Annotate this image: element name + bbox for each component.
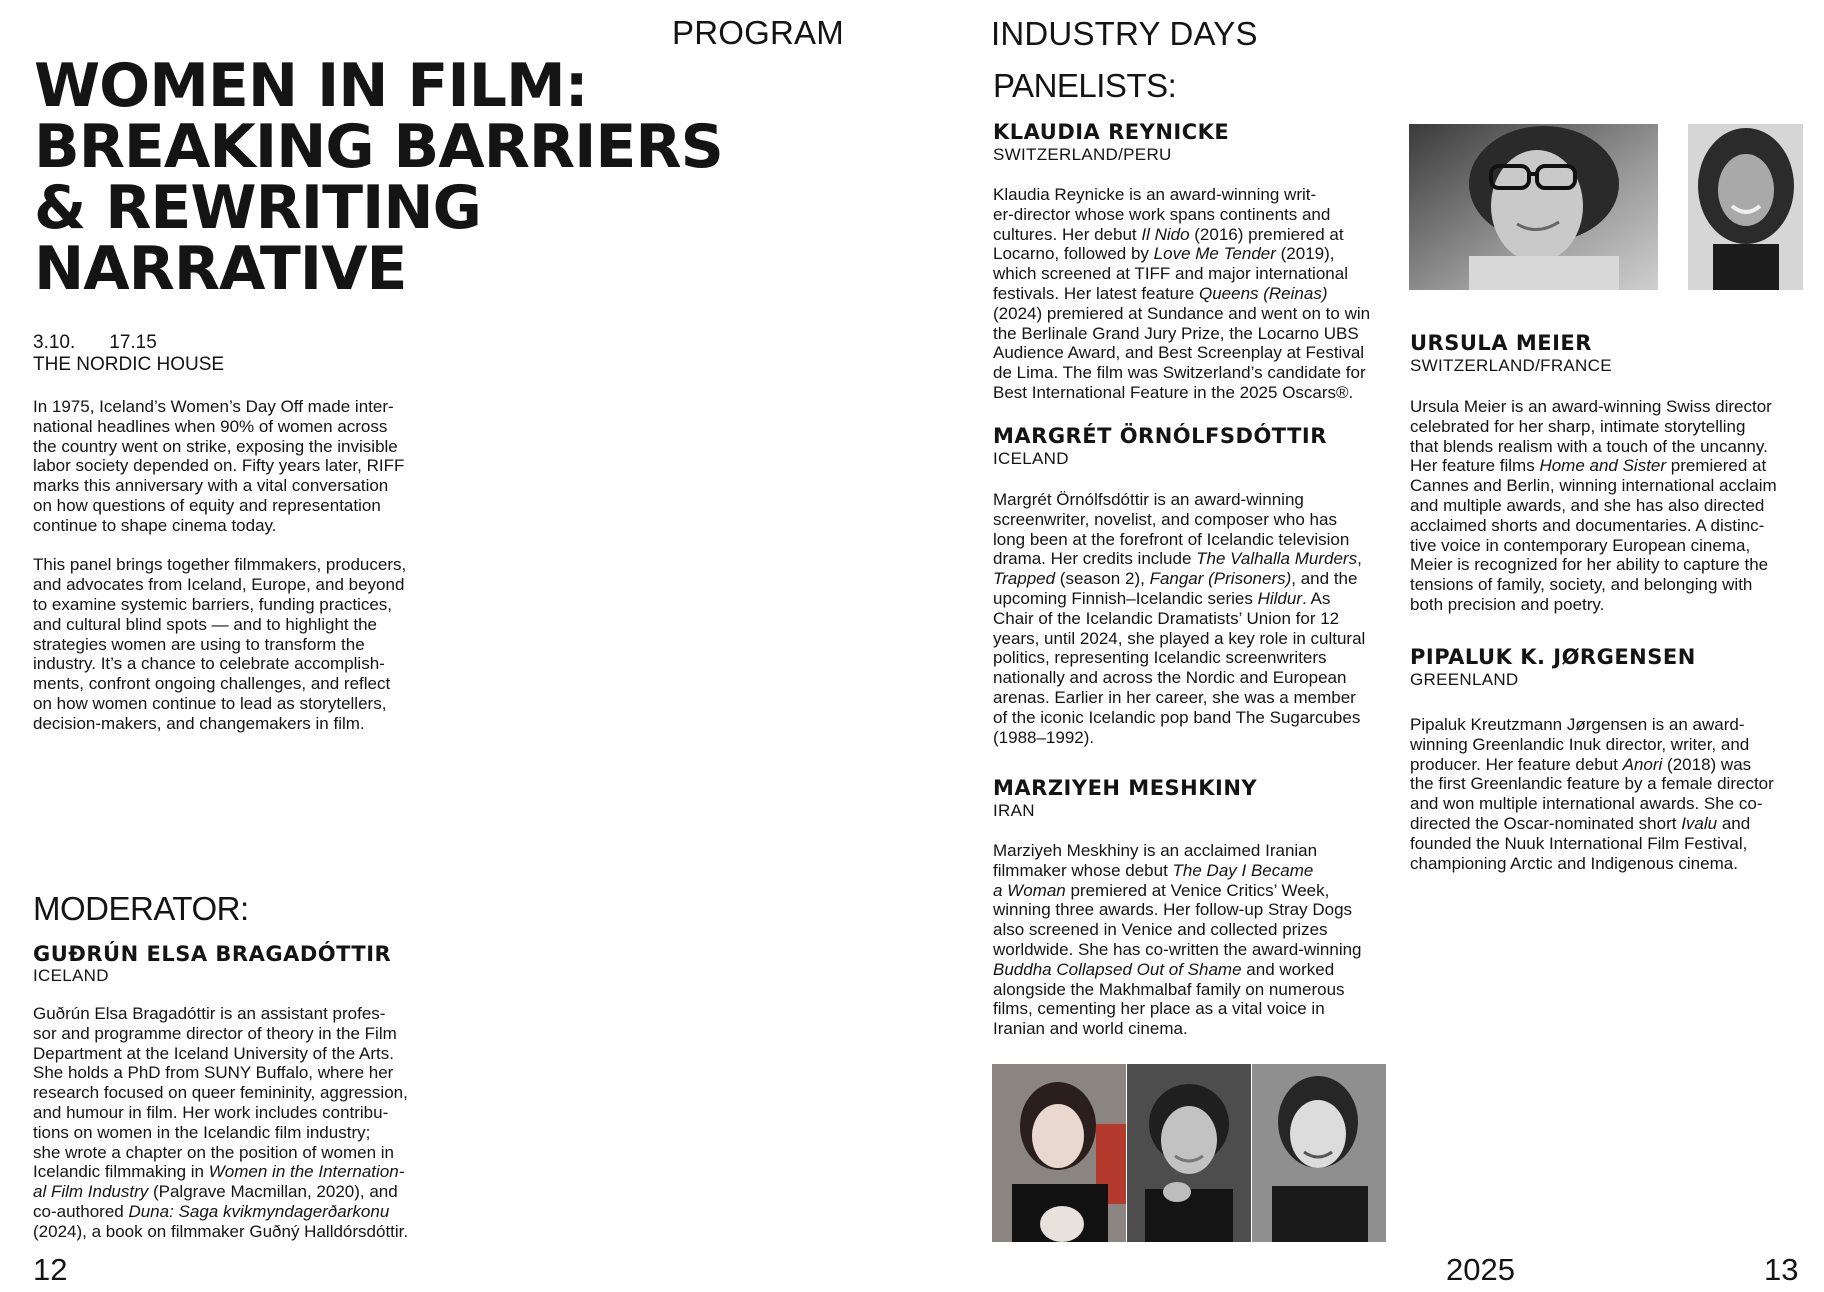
text-line: Cannes and Berlin, winning international acclaim <box>1410 476 1777 496</box>
photo-marziyeh-meshkiny <box>1252 1064 1386 1242</box>
text-line: Audience Award, and Best Screenplay at Festival <box>993 343 1365 363</box>
text-line: and humour in film. Her work includes contribu- <box>33 1102 389 1122</box>
title-line: BREAKING BARRIERS <box>34 112 723 182</box>
italic-title: al Film Industry <box>33 1182 149 1202</box>
panelist-name: MARZIYEH MESHKINY <box>993 776 1258 800</box>
panelist-country: GREENLAND <box>1410 670 1519 689</box>
text-line: directed the Oscar-nominated short Ivalu and <box>1410 813 1751 833</box>
text-line: and cultural blind spots — and to highlight the <box>33 614 378 634</box>
text-line: that blends realism with a touch of the uncanny. <box>1410 436 1768 456</box>
italic-title: Ivalu <box>1681 813 1718 833</box>
text-line: drama. Her credits include The Valhalla Murders, <box>993 549 1362 569</box>
text-line: the country went on strike, exposing the invisible <box>33 436 398 456</box>
text-line: (2024) premiered at Sundance and went on to win <box>993 303 1371 323</box>
page-title <box>34 51 934 304</box>
photo-margret-ornolfsdottir <box>1127 1064 1251 1242</box>
text-line: cultures. Her debut Il Nido (2016) premiered at <box>993 224 1344 244</box>
panelist-bio <box>993 841 1362 1039</box>
text-line: and advocates from Iceland, Europe, and beyond <box>33 575 405 595</box>
page-number-left: 12 <box>33 1252 68 1287</box>
text-line: of the iconic Icelandic pop band The Sugarcubes <box>993 707 1361 727</box>
title-line: NARRATIVE <box>34 234 407 304</box>
panelist-country: SWITZERLAND/PERU <box>993 145 1172 164</box>
italic-title: Home and Sister <box>1539 456 1667 476</box>
text-line: strategies women are using to transform the <box>33 634 365 654</box>
text-line: winning Greenlandic Inuk director, writer, and <box>1410 734 1750 754</box>
portrait-image <box>992 1064 1126 1242</box>
italic-title: Women in the Internation- <box>208 1162 405 1182</box>
moderator-name: GUÐRÚN ELSA BRAGADÓTTIR <box>33 942 392 966</box>
text-line: Trapped (season 2), Fangar (Prisoners), and the <box>993 569 1358 589</box>
panelist-name: KLAUDIA REYNICKE <box>993 120 1230 144</box>
text-line: years, until 2024, she played a key role in cultural <box>993 628 1366 648</box>
intro-text <box>33 397 406 734</box>
text-line: Chair of the Icelandic Dramatists’ Union for 12 <box>993 608 1340 628</box>
photo-pipaluk-jorgensen <box>1688 124 1803 290</box>
portrait-image <box>1409 124 1658 290</box>
text-line: research focused on queer femininity, aggression, <box>33 1083 408 1103</box>
text-line: Klaudia Reynicke is an award-winning writ- <box>993 185 1317 204</box>
text-line: ments, confront ongoing challenges, and reflect <box>33 674 391 694</box>
italic-title: The Valhalla Murders <box>1196 549 1358 569</box>
text-line: the Berlinale Grand Jury Prize, the Locarno UBS <box>993 323 1359 343</box>
moderator-country: ICELAND <box>33 966 109 985</box>
panelist-bio <box>993 185 1370 403</box>
text-line: Icelandic filmmaking in Women in the Internation- <box>33 1162 405 1182</box>
text-line: which screened at TIFF and major international <box>993 264 1348 284</box>
italic-title: Love Me Tender <box>1153 244 1276 264</box>
panelist-bio <box>993 490 1365 747</box>
portrait-image <box>1252 1064 1386 1242</box>
photo-ursula-meier <box>1409 124 1658 290</box>
text-line: the first Greenlandic feature by a female director <box>1410 774 1774 794</box>
text-line <box>33 536 406 556</box>
text-line: on how women continue to lead as storytellers, <box>33 693 387 713</box>
running-header-program: PROGRAM <box>672 14 844 51</box>
panelist-name: PIPALUK K. JØRGENSEN <box>1410 645 1696 669</box>
text-line: winning three awards. Her follow-up Stray Dogs <box>993 900 1353 920</box>
text-line: arenas. Earlier in her career, she was a member <box>993 687 1356 707</box>
italic-title: Fangar (Prisoners) <box>1149 569 1292 589</box>
moderator-bio <box>33 1004 408 1242</box>
text-line: Her feature films Home and Sister premiered at <box>1410 456 1767 476</box>
page-number-right: 13 <box>1764 1252 1799 1287</box>
panelist-country: ICELAND <box>993 449 1069 468</box>
text-line: upcoming Finnish–Icelandic series Hildur. As <box>993 588 1331 608</box>
text-line: marks this anniversary with a vital conversation <box>33 476 389 496</box>
text-line: championing Arctic and Indigenous cinema. <box>1410 853 1738 873</box>
italic-title: a Woman <box>993 880 1066 900</box>
text-line: labor society depended on. Fifty years later, RIFF <box>33 456 405 476</box>
text-line: sor and programme director of theory in the Film <box>33 1023 397 1043</box>
text-line: filmmaker whose debut The Day I Became <box>993 860 1314 880</box>
text-line: national headlines when 90% of women across <box>33 416 388 436</box>
text-line: industry. It’s a chance to celebrate accomplish- <box>33 654 385 674</box>
italic-title: Hildur <box>1257 588 1302 608</box>
panelist-name: MARGRÉT ÖRNÓLFSDÓTTIR <box>993 424 1327 448</box>
panelist-bio <box>1410 715 1774 873</box>
italic-title: Il Nido <box>1141 224 1190 244</box>
panelist-country: SWITZERLAND/FRANCE <box>1410 356 1612 375</box>
text-line: Iranian and world cinema. <box>993 1019 1188 1039</box>
title-line: & REWRITING <box>34 173 481 243</box>
italic-title: Trapped <box>993 569 1056 589</box>
text-line: This panel brings together filmmakers, producers, <box>33 555 407 575</box>
text-line: Guðrún Elsa Bragadóttir is an assistant profes- <box>33 1004 386 1023</box>
text-line: a Woman premiered at Venice Critics’ Week, <box>993 880 1330 900</box>
text-line: on how questions of equity and representation <box>33 495 381 515</box>
text-line: Locarno, followed by Love Me Tender (2019), <box>993 244 1335 264</box>
italic-title: Anori <box>1622 754 1663 774</box>
text-line: she wrote a chapter on the position of women in <box>33 1142 394 1162</box>
title-line: WOMEN IN FILM: <box>34 51 588 121</box>
panelists-heading: PANELISTS: <box>993 67 1177 104</box>
text-line: films, cementing her place as a vital voice in <box>993 999 1325 1019</box>
moderator-heading: MODERATOR: <box>33 890 249 927</box>
text-line: worldwide. She has co-written the award-winning <box>993 939 1362 959</box>
text-line: (2024), a book on filmmaker Guðný Halldórsdóttir. <box>33 1221 409 1241</box>
text-line: Pipaluk Kreutzmann Jørgensen is an award- <box>1410 715 1745 734</box>
text-line: and won multiple international awards. She co- <box>1410 794 1763 814</box>
event-venue: THE NORDIC HOUSE <box>33 354 225 375</box>
portrait-image <box>1688 124 1803 290</box>
text-line: and multiple awards, and she has also directed <box>1410 495 1765 515</box>
text-line: tensions of family, society, and belonging with <box>1410 575 1753 595</box>
text-line: acclaimed shorts and documentaries. A distinc- <box>1410 515 1765 535</box>
italic-title: Buddha Collapsed Out of Shame <box>993 959 1242 979</box>
text-line: producer. Her feature debut Anori (2018) was <box>1410 754 1752 774</box>
event-date: 3.10. <box>33 332 76 353</box>
panelist-country: IRAN <box>993 801 1035 820</box>
text-line: Best International Feature in the 2025 Oscars®. <box>993 382 1354 402</box>
text-line: In 1975, Iceland’s Women’s Day Off made inter- <box>33 397 394 416</box>
event-info <box>33 332 224 376</box>
text-line: Meier is recognized for her ability to capture the <box>1410 555 1769 575</box>
text-line: both precision and poetry. <box>1410 594 1605 614</box>
text-line: de Lima. The film was Switzerland’s candidate for <box>993 363 1366 383</box>
text-line: She holds a PhD from SUNY Buffalo, where her <box>33 1063 394 1083</box>
text-line: Margrét Örnólfsdóttir is an award-winning <box>993 490 1304 509</box>
text-line: founded the Nuuk International Film Festival, <box>1410 833 1748 853</box>
text-line: er-director whose work spans continents and <box>993 204 1331 224</box>
text-line: alongside the Makhmalbaf family on numerous <box>993 979 1345 999</box>
panelist-bio <box>1410 397 1777 615</box>
text-line: decision-makers, and changemakers in film. <box>33 713 365 733</box>
running-header-industry-days: INDUSTRY DAYS <box>991 15 1258 52</box>
italic-title: The Day I Became <box>1172 860 1314 880</box>
text-line: (1988–1992). <box>993 727 1095 747</box>
text-line: festivals. Her latest feature Queens (Reinas) <box>993 283 1328 303</box>
text-line: to examine systemic barriers, funding practices, <box>33 594 393 614</box>
year-label: 2025 <box>1446 1252 1515 1287</box>
italic-title: Duna: Saga kvikmyndagerðarkonu <box>128 1201 390 1221</box>
text-line: al Film Industry (Palgrave Macmillan, 2020), and <box>33 1182 398 1202</box>
text-line: politics, representing Icelandic screenwriters <box>993 648 1327 668</box>
italic-title: Queens (Reinas) <box>1198 283 1328 303</box>
text-line: celebrated for her sharp, intimate storytelling <box>1410 416 1746 436</box>
portrait-image <box>1127 1064 1251 1242</box>
text-line: tive voice in contemporary European cinema, <box>1410 535 1751 555</box>
text-line: Marziyeh Meskhiny is an acclaimed Iranian <box>993 841 1318 860</box>
event-time: 17.15 <box>109 332 157 353</box>
text-line: also screened in Venice and collected prizes <box>993 920 1328 940</box>
text-line: continue to shape cinema today. <box>33 515 277 535</box>
panelist-name: URSULA MEIER <box>1410 331 1592 355</box>
text-line: nationally and across the Nordic and European <box>993 668 1347 688</box>
text-line: Department at the Iceland University of the Arts. <box>33 1043 394 1063</box>
text-line: Buddha Collapsed Out of Shame and worked <box>993 959 1335 979</box>
text-line: screenwriter, novelist, and composer who has <box>993 509 1337 529</box>
text-line: long been at the forefront of Icelandic television <box>993 529 1350 549</box>
text-line: tions on women in the Icelandic film industry; <box>33 1122 371 1142</box>
text-line: Ursula Meier is an award-winning Swiss director <box>1410 397 1772 416</box>
text-line: co-authored Duna: Saga kvikmyndagerðarkonu <box>33 1201 390 1221</box>
photo-klaudia-reynicke <box>992 1064 1126 1242</box>
